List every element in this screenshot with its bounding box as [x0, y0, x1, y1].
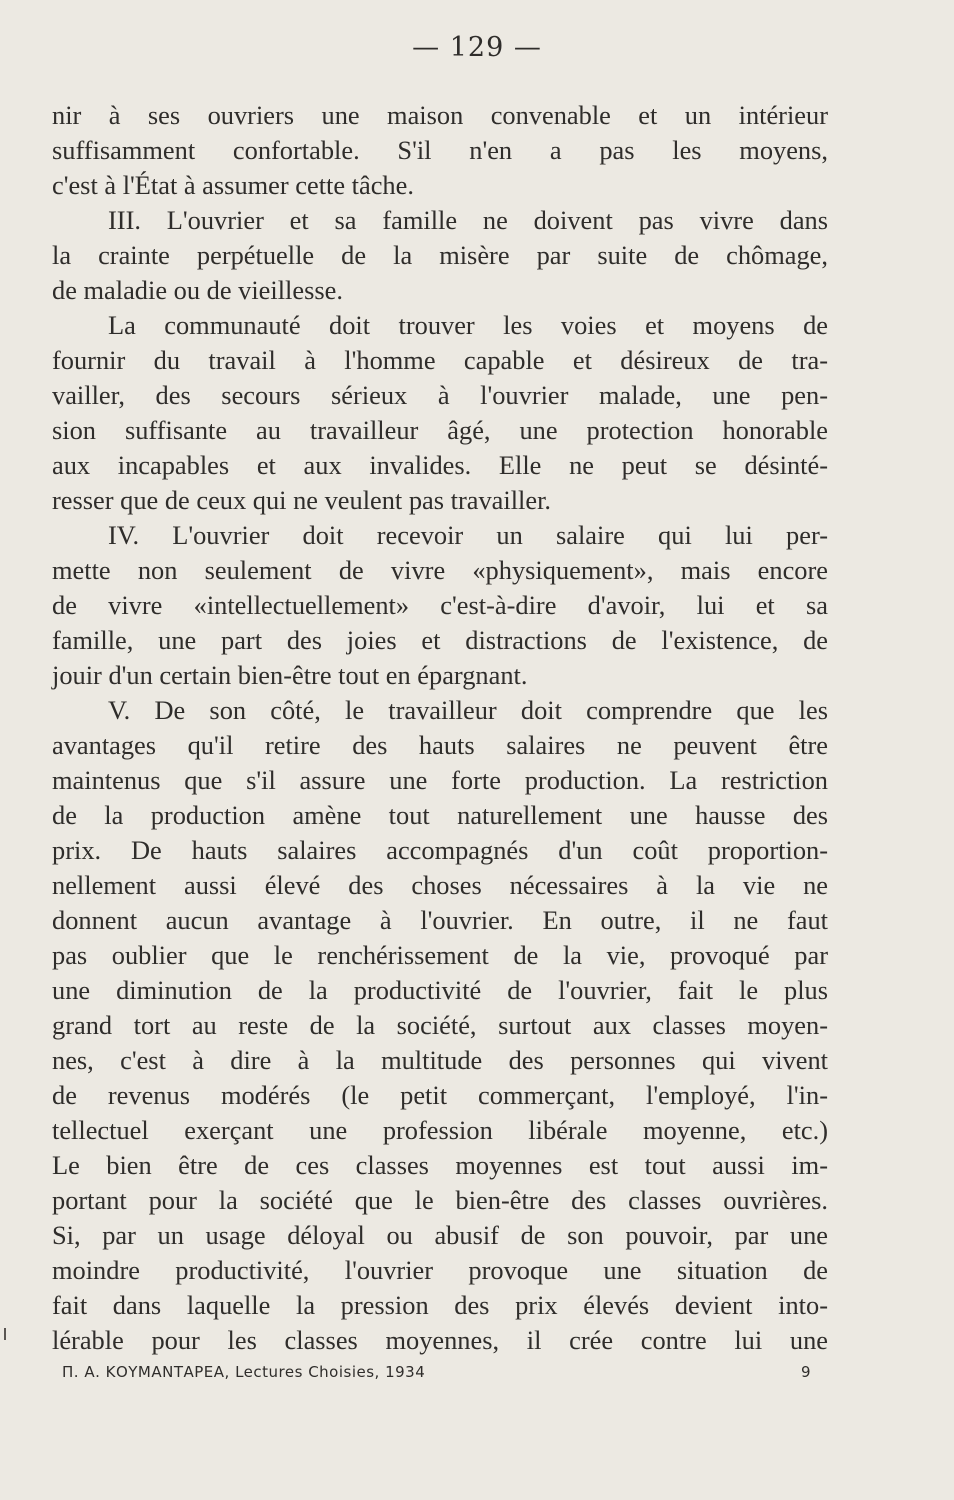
text-line: moindre productivité, l'ouvrier provoque une situation de: [52, 1255, 828, 1285]
text-line: vailler, des secours sérieux à l'ouvrier malade, une pen-: [52, 380, 828, 410]
text-line: de la production amène tout naturellement une hausse des: [52, 800, 828, 830]
text-line: de revenus modérés (le petit commerçant, l'employé, l'in-: [52, 1080, 828, 1110]
text-line: maintenus que s'il assure une forte production. La restriction: [52, 765, 828, 795]
text-line: jouir d'un certain bien-être tout en épargnant.: [52, 660, 528, 690]
text-line: grand tort au reste de la société, surtout aux classes moyen-: [52, 1010, 828, 1040]
text-line: nellement aussi élevé des choses nécessaires à la vie ne: [52, 870, 828, 900]
text-line: suffisamment confortable. S'il n'en a pas les moyens,: [52, 135, 828, 165]
page-number: — 129 —: [412, 32, 542, 63]
text-line: sion suffisante au travailleur âgé, une protection honorable: [52, 415, 828, 445]
text-line: donnent aucun avantage à l'ouvrier. En outre, il ne faut: [52, 905, 828, 935]
text-line: lérable pour les classes moyennes, il crée contre lui une: [52, 1325, 828, 1355]
page-footer: [0, 1363, 954, 1387]
text-line: IV. L'ouvrier doit recevoir un salaire qui lui per-: [108, 520, 828, 550]
text-line: fait dans laquelle la pression des prix élevés devient into-: [52, 1290, 828, 1320]
text-line: nir à ses ouvriers une maison convenable et un intérieur: [52, 100, 828, 130]
signature-mark: 9: [801, 1363, 811, 1381]
body-text: [52, 98, 828, 1358]
book-reference: Π. Α. ΚΟΥΜΑΝΤΑΡΕΑ, Lectures Choisies, 1934: [62, 1363, 426, 1381]
text-line: pas oublier que le renchérissement de la vie, provoqué par: [52, 940, 828, 970]
text-line: fournir du travail à l'homme capable et désireux de tra-: [52, 345, 828, 375]
text-line: III. L'ouvrier et sa famille ne doivent pas vivre dans: [108, 205, 828, 235]
text-line: V. De son côté, le travailleur doit comprendre que les: [108, 695, 828, 725]
text-line: une diminution de la productivité de l'ouvrier, fait le plus: [52, 975, 828, 1005]
text-line: prix. De hauts salaires accompagnés d'un coût proportion-: [52, 835, 828, 865]
text-line: La communauté doit trouver les voies et moyens de: [108, 310, 828, 340]
text-line: c'est à l'État à assumer cette tâche.: [52, 170, 414, 200]
text-line: nes, c'est à dire à la multitude des personnes qui vivent: [52, 1045, 828, 1075]
text-line: portant pour la société que le bien-être des classes ouvrières.: [52, 1185, 828, 1215]
text-line: aux incapables et aux invalides. Elle ne peut se désinté-: [52, 450, 828, 480]
text-line: famille, une part des joies et distractions de l'existence, de: [52, 625, 828, 655]
text-line: Le bien être de ces classes moyennes est tout aussi im-: [52, 1150, 828, 1180]
text-line: la crainte perpétuelle de la misère par suite de chômage,: [52, 240, 828, 270]
text-line: de maladie ou de vieillesse.: [52, 275, 343, 305]
text-line: tellectuel exerçant une profession libérale moyenne, etc.): [52, 1115, 828, 1145]
text-line: mette non seulement de vivre «physiquement», mais encore: [52, 555, 828, 585]
text-line: avantages qu'il retire des hauts salaires ne peuvent être: [52, 730, 828, 760]
text-line: resser que de ceux qui ne veulent pas travailler.: [52, 485, 552, 515]
scan-artifact: [4, 1328, 6, 1340]
text-line: de vivre «intellectuellement» c'est-à-dire d'avoir, lui et sa: [52, 590, 828, 620]
text-line: Si, par un usage déloyal ou abusif de son pouvoir, par une: [52, 1220, 828, 1250]
